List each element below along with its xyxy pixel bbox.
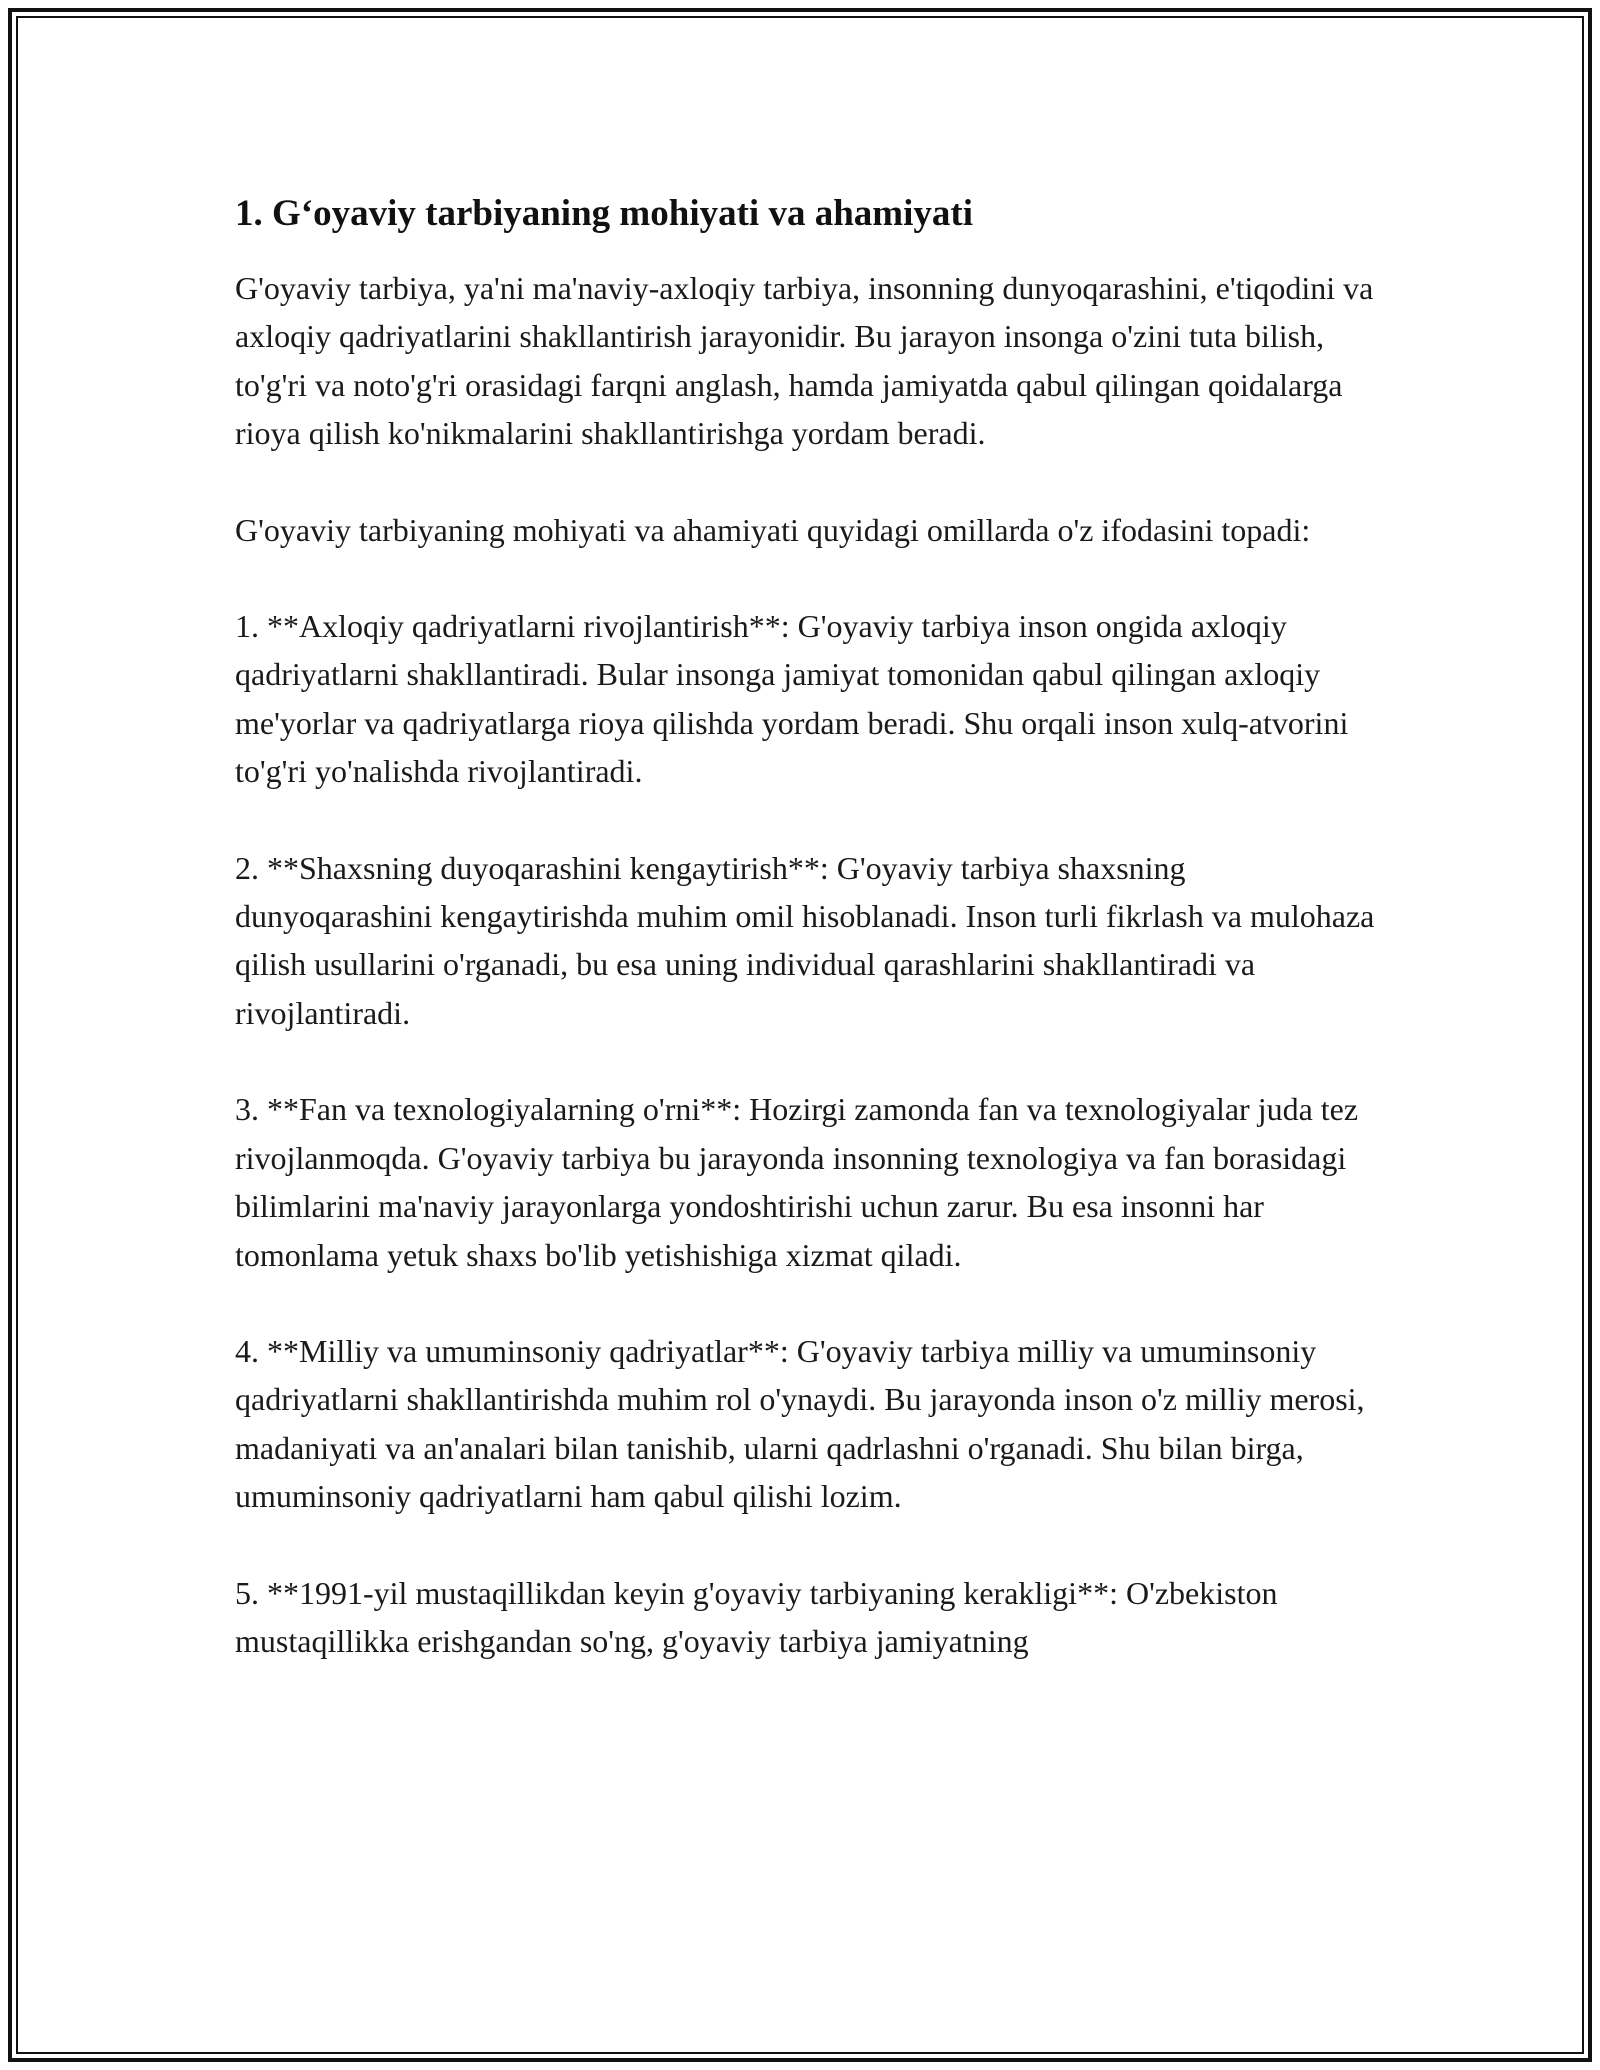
paragraph-item-2: 2. **Shaxsning duyoqarashini kengaytirish**: G'oyaviy tarbiya shaxsning dunyoqarashini kengaytirishda muhim omil hisoblanadi. Inson turli fikrlash va mulohaza qilish usullarini o'rganadi, bu esa uning individual qarashlarini shakllantiradi va rivojlantiradi. <box>235 849 1375 1031</box>
section-heading: 1. G‘oyaviy tarbiyaning mohiyati va ahamiyati <box>235 193 973 234</box>
paragraph-item-5: 5. **1991-yil mustaqillikdan keyin g'oyaviy tarbiyaning kerakligi**: O'zbekiston mustaqillikka erishgandan so'ng, g'oyaviy tarbiya jamiyatning <box>235 1574 1278 1659</box>
paragraph-item-3: 3. **Fan va texnologiyalarning o'rni**: Hozirgi zamonda fan va texnologiyalar juda tez rivojlanmoqda. G'oyaviy tarbiya bu jarayonda insonning texnologiya va fan borasidagi bilimlarini ma'naviy jarayonlarga yondoshtirishi uchun zarur. Bu esa insonni har tomonlama yetuk shaxs bo'lib yetishishiga xizmat qiladi. <box>235 1091 1359 1273</box>
paragraph-item-4: 4. **Milliy va umuminsoniy qadriyatlar**: G'oyaviy tarbiya milliy va umuminsoniy qadriyatlarni shakllantirishda muhim rol o'ynaydi. Bu jarayonda inson o'z milliy merosi, madaniyati va an'analari bilan tanishib, ularni qadrlashni o'rganadi. Shu bilan birga, umuminsoniy qadriyatlarni ham qabul qilishi lozim. <box>235 1332 1365 1515</box>
paragraph-item-1: 1. **Axloqiy qadriyatlarni rivojlantirish**: G'oyaviy tarbiya inson ongida axloqiy qadriyatlarni shakllantiradi. Bular insonga jamiyat tomonidan qabul qilingan axloqiy me'yorlar va qadriyatlarga rioya qilishda yordam beradi. Shu orqali inson xulq-atvorini to'g'ri yo'nalishda rivojlantiradi. <box>235 608 1349 790</box>
paragraph-lead-in: G'oyaviy tarbiyaning mohiyati va ahamiyati quyidagi omillarda o'z ifodasini topadi: <box>235 511 1311 548</box>
document-body <box>235 186 1375 1713</box>
paragraph-intro: G'oyaviy tarbiya, ya'ni ma'naviy-axloqiy tarbiya, insonning dunyoqarashini, e'tiqodini va axloqiy qadriyatlarini shakllantirish jarayonidir. Bu jarayon insonga o'zini tuta bilish, to'g'ri va noto'g'ri orasidagi farqni anglash, hamda jamiyatda qabul qilingan qoidalarga rioya qilish ko'nikmalarini shakllantirishga yordam beradi. <box>235 270 1374 452</box>
